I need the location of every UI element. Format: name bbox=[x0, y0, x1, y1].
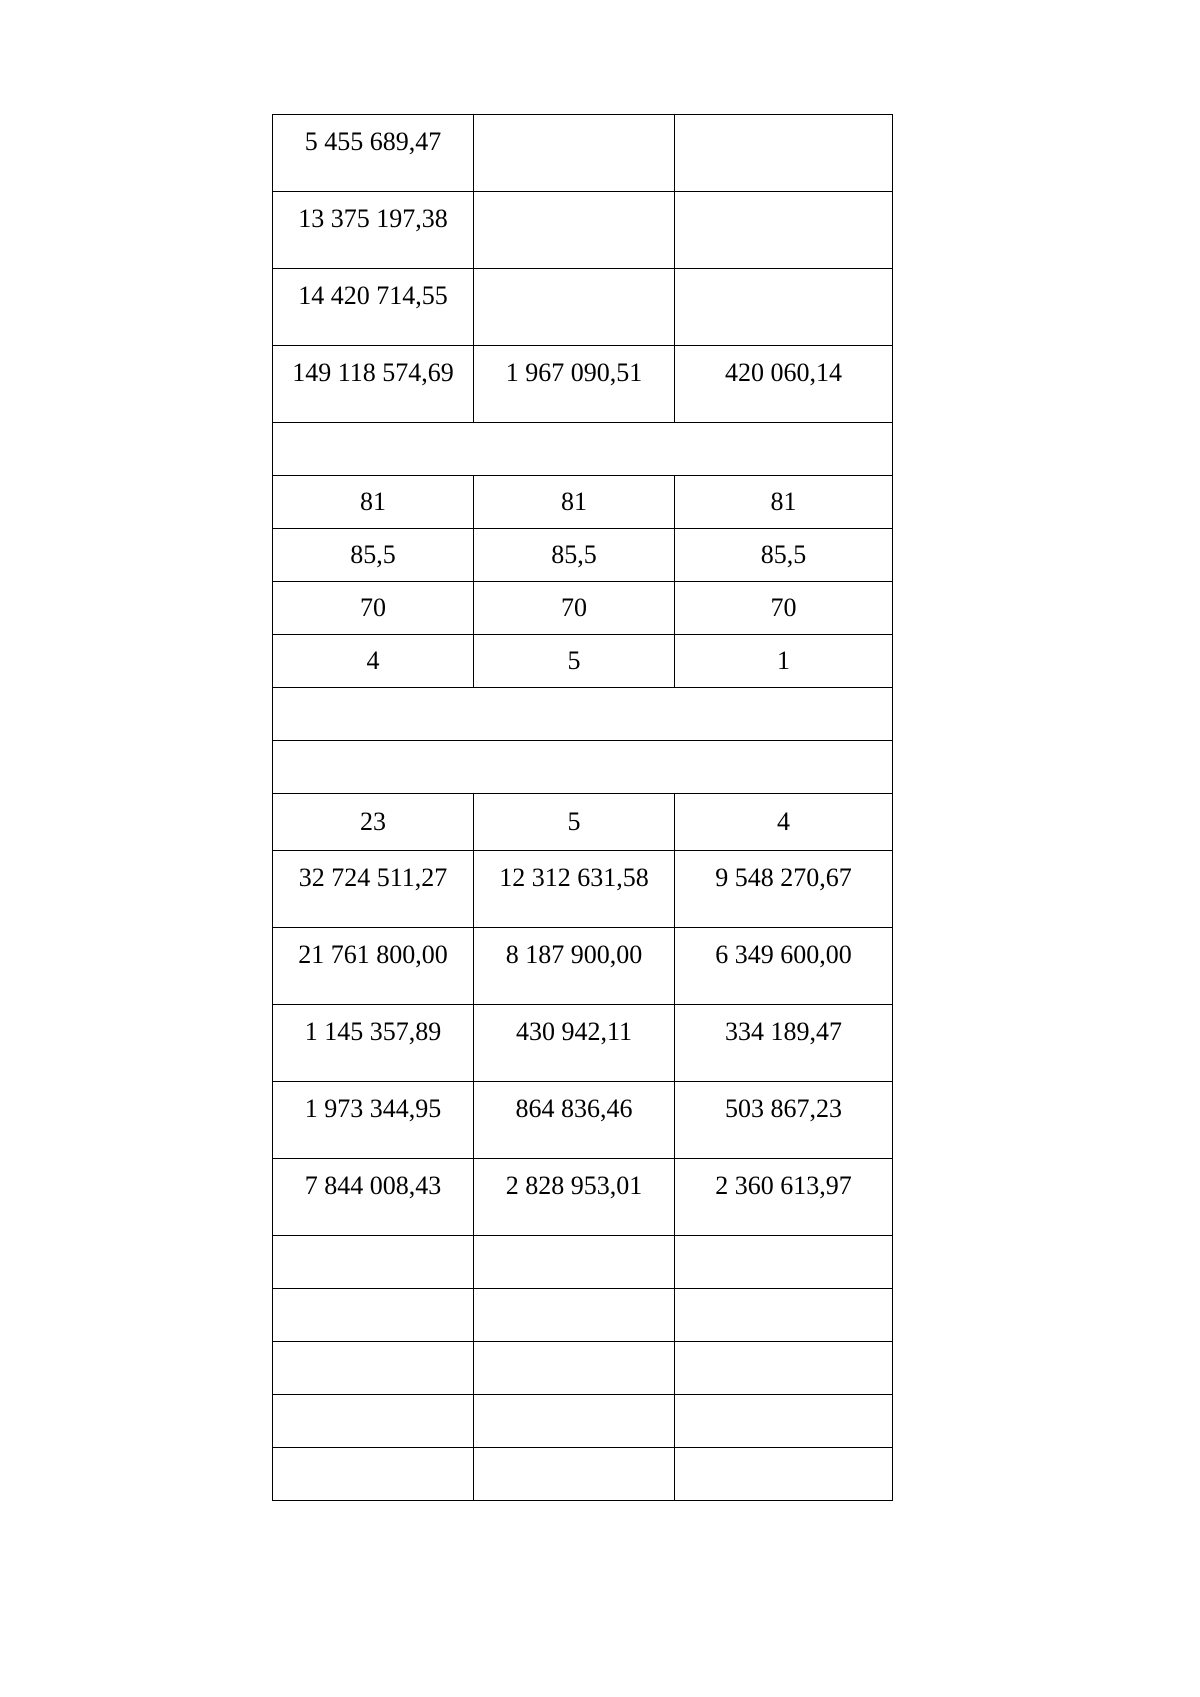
table-cell: 81 bbox=[675, 476, 893, 529]
table-cell: 4 bbox=[675, 794, 893, 851]
table-cell bbox=[675, 192, 893, 269]
table-cell bbox=[675, 1342, 893, 1395]
table-section-row bbox=[273, 741, 893, 794]
table-row bbox=[273, 115, 893, 192]
table-cell: 7 844 008,43 bbox=[273, 1159, 474, 1236]
table-cell: 32 724 511,27 bbox=[273, 851, 474, 928]
table-cell bbox=[474, 269, 675, 346]
table-cell bbox=[474, 192, 675, 269]
table-cell: 5 bbox=[474, 635, 675, 688]
table-cell bbox=[675, 115, 893, 192]
table-cell: 430 942,11 bbox=[474, 1005, 675, 1082]
table-cell: 4 bbox=[273, 635, 474, 688]
table-cell: 12 312 631,58 bbox=[474, 851, 675, 928]
table-cell: 14 420 714,55 bbox=[273, 269, 474, 346]
table-cell: 81 bbox=[474, 476, 675, 529]
table-cell bbox=[273, 1342, 474, 1395]
table-cell: 2 828 953,01 bbox=[474, 1159, 675, 1236]
table-cell: 864 836,46 bbox=[474, 1082, 675, 1159]
table-cell: 149 118 574,69 bbox=[273, 346, 474, 423]
table-cell: 2 360 613,97 bbox=[675, 1159, 893, 1236]
table-row bbox=[273, 1342, 893, 1395]
table-cell bbox=[675, 1289, 893, 1342]
table-cell: 420 060,14 bbox=[675, 346, 893, 423]
table-cell bbox=[474, 115, 675, 192]
table-row bbox=[273, 529, 893, 582]
table-cell: 70 bbox=[675, 582, 893, 635]
table-cell: 503 867,23 bbox=[675, 1082, 893, 1159]
table-row bbox=[273, 192, 893, 269]
table-row bbox=[273, 794, 893, 851]
table-cell: 8 187 900,00 bbox=[474, 928, 675, 1005]
table-section-row bbox=[273, 423, 893, 476]
table-cell: 1 967 090,51 bbox=[474, 346, 675, 423]
table-cell bbox=[474, 1395, 675, 1448]
table-row bbox=[273, 1005, 893, 1082]
table-cell: 81 bbox=[273, 476, 474, 529]
table-cell: 85,5 bbox=[273, 529, 474, 582]
table-row bbox=[273, 582, 893, 635]
table-cell bbox=[474, 1236, 675, 1289]
table-section-cell bbox=[273, 688, 893, 741]
table-cell bbox=[474, 1448, 675, 1501]
table-cell: 1 bbox=[675, 635, 893, 688]
table-body bbox=[273, 115, 893, 1501]
table-cell: 5 455 689,47 bbox=[273, 115, 474, 192]
table-cell: 70 bbox=[273, 582, 474, 635]
table-section-cell bbox=[273, 741, 893, 794]
table-cell: 85,5 bbox=[474, 529, 675, 582]
table-section-cell bbox=[273, 423, 893, 476]
table-cell: 1 145 357,89 bbox=[273, 1005, 474, 1082]
table-cell: 9 548 270,67 bbox=[675, 851, 893, 928]
table-row bbox=[273, 1082, 893, 1159]
table-cell: 6 349 600,00 bbox=[675, 928, 893, 1005]
table-cell bbox=[675, 1395, 893, 1448]
table-cell bbox=[675, 1448, 893, 1501]
table-row bbox=[273, 851, 893, 928]
table-cell bbox=[474, 1342, 675, 1395]
table-row bbox=[273, 1448, 893, 1501]
table-cell bbox=[273, 1289, 474, 1342]
table-cell: 21 761 800,00 bbox=[273, 928, 474, 1005]
table-cell: 13 375 197,38 bbox=[273, 192, 474, 269]
table-row bbox=[273, 1395, 893, 1448]
table-row bbox=[273, 635, 893, 688]
table-row bbox=[273, 928, 893, 1005]
table-cell bbox=[474, 1289, 675, 1342]
table-cell: 85,5 bbox=[675, 529, 893, 582]
table-row bbox=[273, 346, 893, 423]
table-cell bbox=[675, 269, 893, 346]
table-row bbox=[273, 476, 893, 529]
table-section-row bbox=[273, 688, 893, 741]
data-table bbox=[272, 114, 893, 1501]
table-cell bbox=[273, 1448, 474, 1501]
table-cell: 5 bbox=[474, 794, 675, 851]
table-cell: 1 973 344,95 bbox=[273, 1082, 474, 1159]
table-cell bbox=[273, 1395, 474, 1448]
table-row bbox=[273, 1289, 893, 1342]
table-row bbox=[273, 1159, 893, 1236]
table-cell bbox=[675, 1236, 893, 1289]
table-row bbox=[273, 269, 893, 346]
table-cell: 23 bbox=[273, 794, 474, 851]
table-cell: 70 bbox=[474, 582, 675, 635]
table-cell bbox=[273, 1236, 474, 1289]
table-row bbox=[273, 1236, 893, 1289]
table-cell: 334 189,47 bbox=[675, 1005, 893, 1082]
